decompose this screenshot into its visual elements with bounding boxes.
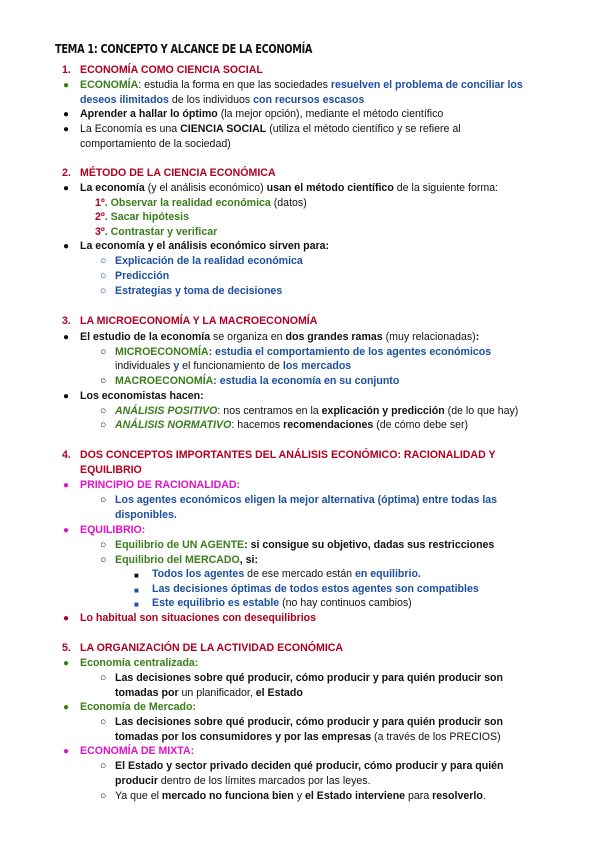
section-1-heading: [62, 63, 552, 78]
section-title: LA MICROECONOMÍA Y LA MACROECONOMÍA: [80, 315, 318, 327]
section-title: ECONOMÍA COMO CIENCIA SOCIAL: [80, 64, 263, 76]
circle-bullet-icon: ○: [100, 790, 107, 802]
section-number: 2.: [62, 167, 71, 179]
s3-micro: MICROECONOMÍA: estudia el comportamiento de los agentes económicos: [115, 346, 492, 358]
s3-bullet-2: Los economistas hacen:: [80, 390, 204, 402]
section-4-heading: [62, 448, 552, 463]
s2-sub-3: Estrategias y toma de decisiones: [115, 285, 283, 297]
section-4-heading-cont: EQUILIBRIO: [80, 464, 142, 476]
circle-bullet-icon: ○: [100, 716, 107, 728]
s5-mixed-text-1-cont: producir dentro de los límites marcados por las leyes.: [115, 775, 371, 787]
section-title: DOS CONCEPTOS IMPORTANTES DEL ANÁLISIS ECONÓMICO: RACIONALIDAD Y: [80, 449, 496, 461]
s5-centralized-text: Las decisiones sobre qué producir, cómo producir y para quién producir son: [115, 672, 503, 684]
section-5-heading: [62, 641, 552, 656]
s4-bullet-2: EQUILIBRIO:: [80, 524, 146, 536]
section-3-heading: [62, 314, 552, 329]
square-bullet-icon: ■: [134, 586, 139, 595]
s4-eq-agent: Equilibrio de UN AGENTE: si consigue su objetivo, dadas sus restricciones: [115, 539, 495, 551]
circle-bullet-icon: ○: [100, 554, 107, 566]
circle-bullet-icon: ○: [100, 760, 107, 772]
s5-mixed: ECONOMÍA DE MIXTA:: [80, 745, 195, 757]
s3-macro: MACROECONOMÍA: estudia la economía en su conjunto: [115, 375, 400, 387]
section-number: 5.: [62, 642, 71, 654]
square-bullet-icon: ■: [134, 600, 139, 609]
circle-bullet-icon: ○: [100, 270, 107, 282]
s4-eq-market: Equilibrio del MERCADO, si:: [115, 554, 259, 566]
bullet-icon: ●: [63, 480, 70, 491]
s5-market: Economía de Mercado:: [80, 701, 196, 713]
s1-bullet-1: ECONOMÍA: estudia la forma en que las sociedades resuelven el problema de conciliar los: [80, 79, 523, 91]
bullet-icon: ●: [63, 613, 70, 624]
circle-bullet-icon: ○: [100, 255, 107, 267]
s1-bullet-2: Aprender a hallar lo óptimo (la mejor opción), mediante el método científico: [80, 108, 444, 120]
page-title: TEMA 1: CONCEPTO Y ALCANCE DE LA ECONOMÍA: [55, 41, 313, 56]
s2-bullet-1: La economía (y el análisis económico) usan el método científico de la siguiente forma:: [80, 182, 499, 194]
s5-market-text: Las decisiones sobre qué producir, cómo producir y para quién producir son: [115, 716, 503, 728]
s4-bullet-1: PRINCIPIO DE RACIONALIDAD:: [80, 479, 241, 491]
s3-normative: ANÁLISIS NORMATIVO: hacemos recomendaciones (de cómo debe ser): [115, 419, 469, 431]
s2-step-1: 1º. Observar la realidad económica (datos): [95, 197, 307, 209]
section-number: 3.: [62, 315, 71, 327]
s2-sub-1: Explicación de la realidad económica: [115, 255, 303, 267]
s5-mixed-text-1: El Estado y sector privado deciden qué producir, cómo producir y para quién: [115, 760, 504, 772]
s5-centralized-text-cont: tomadas por un planificador, el Estado: [115, 687, 303, 699]
bullet-icon: ●: [63, 183, 70, 194]
s3-micro-cont: individuales y el funcionamiento de los mercados: [115, 360, 352, 372]
s2-step-2: 2º. Sacar hipótesis: [95, 211, 189, 223]
bullet-icon: ●: [63, 525, 70, 536]
circle-bullet-icon: ○: [100, 539, 107, 551]
bullet-icon: ●: [63, 80, 70, 91]
s4-market-cond-2: Las decisiones óptimas de todos estos agentes son compatibles: [152, 583, 479, 595]
section-title: LA ORGANIZACIÓN DE LA ACTIVIDAD ECONÓMICA: [80, 642, 344, 654]
circle-bullet-icon: ○: [100, 375, 107, 387]
s4-market-cond-3: Este equilibrio es estable (no hay continuos cambios): [152, 597, 412, 609]
bullet-icon: ●: [63, 658, 70, 669]
circle-bullet-icon: ○: [100, 346, 107, 358]
circle-bullet-icon: ○: [100, 405, 107, 417]
s5-mixed-text-2: Ya que el mercado no funciona bien y el Estado interviene para resolverlo.: [115, 790, 486, 802]
s1-bullet-3: La Economía es una CIENCIA SOCIAL (utiliza el método científico y se refiere al: [80, 123, 461, 135]
square-bullet-icon: ■: [134, 571, 139, 580]
section-number: 4.: [62, 449, 71, 461]
bullet-icon: ●: [63, 109, 70, 120]
bullet-icon: ●: [63, 241, 70, 252]
s4-bullet-3: Lo habitual son situaciones con desequilibrios: [80, 612, 317, 624]
s5-market-text-cont: tomadas por los consumidores y por las empresas (a través de los PRECIOS): [115, 731, 501, 743]
circle-bullet-icon: ○: [100, 419, 107, 431]
circle-bullet-icon: ○: [100, 672, 107, 684]
s1-bullet-1-cont: deseos ilimitados de los individuos con recursos escasos: [80, 94, 365, 106]
circle-bullet-icon: ○: [100, 494, 107, 506]
bullet-icon: ●: [63, 332, 70, 343]
circle-bullet-icon: ○: [100, 285, 107, 297]
s3-positive: ANÁLISIS POSITIVO: nos centramos en la explicación y predicción (de lo que hay): [115, 405, 519, 417]
bullet-icon: ●: [63, 124, 70, 135]
bullet-icon: ●: [63, 702, 70, 713]
s4-market-cond-1: Todos los agentes de ese mercado están en equilibrio.: [152, 568, 421, 580]
s1-bullet-3-cont: comportamiento de la sociedad): [80, 138, 231, 150]
s4-rationality-text-cont: disponibles.: [115, 509, 177, 521]
s2-step-3: 3º. Contrastar y verificar: [95, 226, 218, 238]
section-number: 1.: [62, 64, 71, 76]
s2-bullet-2: La economía y el análisis económico sirven para:: [80, 240, 330, 252]
bullet-icon: ●: [63, 391, 70, 402]
section-2-heading: [62, 166, 552, 181]
s5-centralized: Economía centralizada:: [80, 657, 199, 669]
s3-bullet-1: El estudio de la economía se organiza en dos grandes ramas (muy relacionadas):: [80, 331, 480, 343]
s2-sub-2: Predicción: [115, 270, 170, 282]
section-title: MÉTODO DE LA CIENCIA ECONÓMICA: [80, 167, 276, 179]
s4-rationality-text: Los agentes económicos eligen la mejor alternativa (óptima) entre todas las: [115, 494, 498, 506]
bullet-icon: ●: [63, 746, 70, 757]
